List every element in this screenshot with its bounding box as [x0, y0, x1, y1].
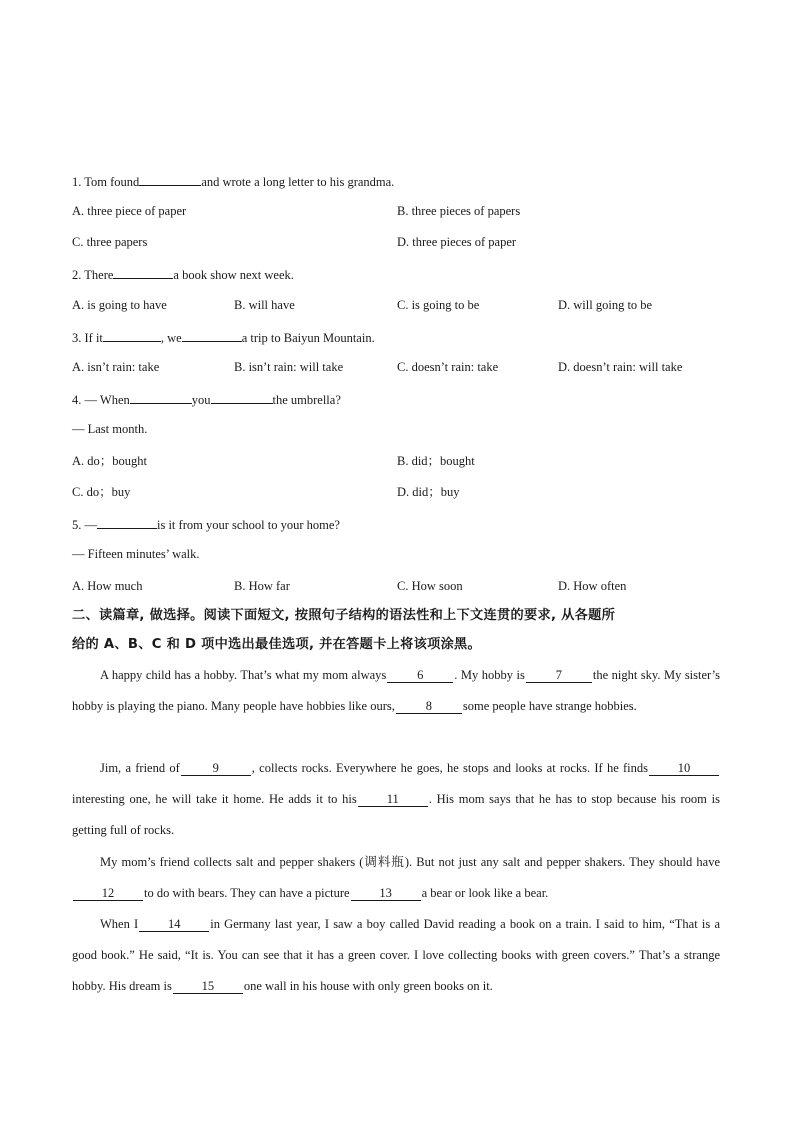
- passage-paragraph-3: [72, 847, 720, 909]
- q5-answer-line: — Fifteen minutes’ walk.: [72, 547, 200, 561]
- q4-option-d: D. did；buy: [397, 485, 460, 499]
- question-5: [72, 515, 340, 533]
- passage-text: in Germany last year, I saw a boy called David reading a book on a train. I said to him, “That is a good book.” He said, “It is. You can see that it has a green cover. I love collecting books with green covers.” That’s a strange hobby. His dream is: [72, 917, 720, 994]
- section-2-heading-line-1: 二、读篇章, 做选择。阅读下面短文, 按照句子结构的语法性和上下文连贯的要求, 从各题所: [72, 608, 616, 623]
- q1-stem-start: 1. Tom found: [72, 175, 140, 189]
- q2-option-d: D. will going to be: [558, 298, 653, 312]
- section-2-heading: [72, 604, 722, 657]
- passage-text: My mom’s friend collects salt and pepper shakers (调料瓶). But not just any salt and pepper shakers. They should have: [100, 855, 720, 869]
- passage-text: A happy child has a hobby. That’s what my mom always: [100, 668, 387, 682]
- passage-text: , collects rocks. Everywhere he goes, he stops and looks at rocks. If he finds: [251, 761, 649, 775]
- cloze-blank-12: 12: [73, 886, 143, 901]
- q2-option-a: A. is going to have: [72, 298, 167, 312]
- q2-stem-start: 2. There: [72, 268, 114, 282]
- cloze-blank-10: 10: [649, 761, 719, 776]
- q5-option-a: A. How much: [72, 579, 143, 593]
- q3-stem-part3: a trip to Baiyun Mountain.: [241, 331, 375, 345]
- passage-text: When I: [100, 917, 139, 931]
- q2-stem-end: a book show next week.: [173, 268, 294, 282]
- cloze-blank-6: 6: [387, 668, 453, 683]
- passage-paragraph-2: [72, 753, 720, 847]
- passage-paragraph-1: [72, 660, 720, 722]
- q5-stem-start: 5. —: [72, 518, 97, 532]
- passage-text: . His mom says that he has to stop because his room is getting full of rocks.: [72, 792, 720, 838]
- answer-blank: [182, 328, 242, 342]
- q3-stem-part2: , we: [160, 331, 182, 345]
- q1-option-c: C. three papers: [72, 235, 148, 249]
- q3-option-a: A. isn’t rain: take: [72, 360, 160, 374]
- question-2: [72, 265, 294, 283]
- passage-text: interesting one, he will take it home. He adds it to his: [72, 792, 357, 807]
- q1-stem-end: and wrote a long letter to his grandma.: [201, 175, 395, 189]
- q4-stem-part3: the umbrella?: [272, 393, 341, 407]
- q4-option-c: C. do；buy: [72, 485, 131, 499]
- question-3: [72, 328, 375, 346]
- answer-blank: [130, 390, 192, 404]
- cloze-blank-9: 9: [181, 761, 251, 776]
- answer-blank: [113, 265, 173, 279]
- q3-option-c: C. doesn’t rain: take: [397, 360, 499, 374]
- cloze-blank-14: 14: [139, 917, 209, 932]
- q4-answer-line: — Last month.: [72, 422, 148, 436]
- q5-option-d: D. How often: [558, 579, 627, 593]
- question-1: [72, 172, 394, 190]
- passage-text: to do with bears. They can have a picture: [144, 886, 350, 901]
- q4-stem-part2: you: [191, 393, 211, 407]
- passage-text: Jim, a friend of: [100, 761, 180, 775]
- passage-text: some people have strange hobbies.: [462, 699, 637, 714]
- q4-option-b: B. did；bought: [397, 454, 475, 468]
- q2-option-b: B. will have: [234, 298, 295, 312]
- cloze-blank-7: 7: [526, 668, 592, 683]
- q3-stem-part1: 3. If it: [72, 331, 103, 345]
- passage-text: the night sky. My sister’s hobby is playing the piano. Many people have hobbies like ours,: [72, 668, 721, 714]
- q5-option-b: B. How far: [234, 579, 290, 593]
- q3-option-b: B. isn’t rain: will take: [234, 360, 344, 374]
- answer-blank: [211, 390, 273, 404]
- cloze-blank-13: 13: [351, 886, 421, 901]
- q1-option-b: B. three pieces of papers: [397, 204, 521, 218]
- section-2-heading-line-2: 给的 A、B、C 和 D 项中选出最佳选项, 并在答题卡上将该项涂黑。: [72, 637, 482, 652]
- q2-option-c: C. is going to be: [397, 298, 480, 312]
- q1-option-d: D. three pieces of paper: [397, 235, 517, 249]
- passage-text: one wall in his house with only green books on it.: [243, 979, 493, 994]
- answer-blank: [97, 515, 157, 529]
- answer-blank: [103, 328, 161, 342]
- q5-option-c: C. How soon: [397, 579, 463, 593]
- answer-blank: [139, 172, 201, 186]
- q1-option-a: A. three piece of paper: [72, 204, 187, 218]
- cloze-blank-15: 15: [173, 979, 243, 994]
- passage-text: . My hobby is: [454, 668, 525, 682]
- q5-stem-end: is it from your school to your home?: [157, 518, 340, 532]
- cloze-blank-8: 8: [396, 699, 462, 714]
- question-4: [72, 390, 341, 408]
- cloze-blank-11: 11: [358, 792, 428, 807]
- q3-option-d: D. doesn’t rain: will take: [558, 360, 683, 374]
- passage-paragraph-4: [72, 909, 720, 1003]
- q4-stem-part1: 4. — When: [72, 393, 130, 407]
- passage-text: a bear or look like a bear.: [421, 886, 549, 901]
- q4-option-a: A. do；bought: [72, 454, 148, 468]
